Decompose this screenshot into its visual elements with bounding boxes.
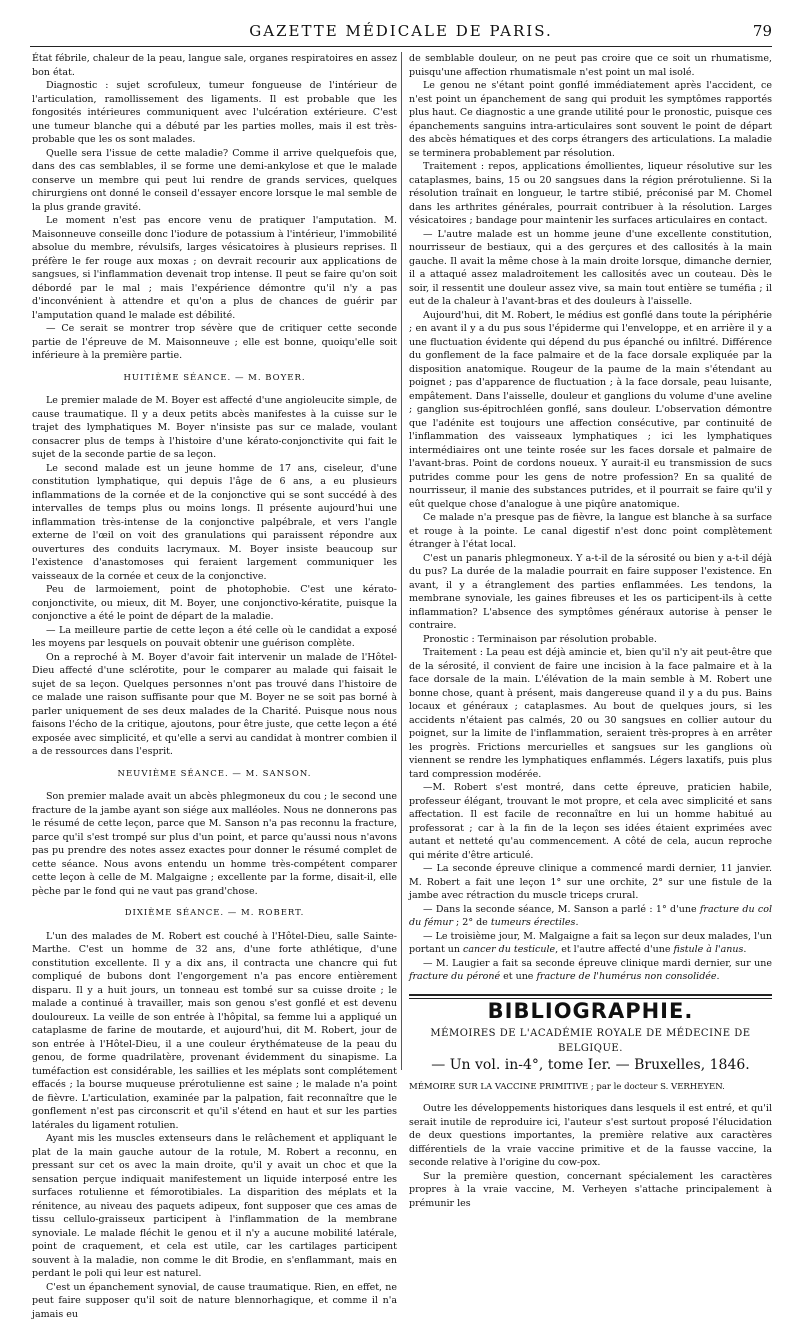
paragraph: Diagnostic : sujet scrofuleux, tumeur fongueuse de l'intérieur de l'articulation, ramollissement des ligaments. Il est probable que les fongosités intérieures communiquent avec l'ulcération extérieure. C'est une tumeur blanche qui a débuté par les parties molles, mais il est très-probable que les os sont malades. <box>32 79 397 147</box>
paragraph: — Ce serait se montrer trop sévère que de critiquer cette seconde partie de l'épreuve de M. Maisonneuve ; elle est bonne, quoiqu'elle soit inférieure à la première partie. <box>32 322 397 363</box>
paragraph: Ayant mis les muscles extenseurs dans le relâchement et appliquant le plat de la main gauche autour de la rotule, M. Robert a reconnu, en pressant sur cet os avec la main droite, qu'il y avait un choc et que la sensation perçue indiquait manifestement un liquide interposé entre les surfaces rotulienne et fémorotibiales. La disparition des méplats et la rénitence, au niveau des paquets adipeux, font supposer que ces amas de tissu cellulo-graisseux participent à l'inflammation de la membrane synoviale. Le malade fléchit le genou et il n'y a aucune mobilité latérale, point de craquement, et cela est utile, car les cartilages participent souvent à la maladie, non comme le dit Brodie, en s'enflammant, mais en perdant le poli qui leur est naturel. <box>32 1132 397 1281</box>
paragraph: État fébrile, chaleur de la peau, langue sale, organes respiratoires en assez bon état. <box>32 52 397 79</box>
text-run: . <box>575 917 578 928</box>
volume-line: — Un vol. in-4°, tome Ier. — Bruxelles, 1846. <box>409 1059 772 1073</box>
text-run: — Dans la seconde séance, M. Sanson a parlé : 1° d'une <box>423 904 700 915</box>
memoires-heading: MÉMOIRES DE L'ACADÉMIE ROYALE DE MÉDECINE DE BELGIQUE. <box>409 1026 772 1056</box>
paragraph: Traitement : La peau est déjà amincie et, bien qu'il n'y ait peut-être que de la sérosité, il convient de faire une incision à la face palmaire et à la face dorsale de la main. L'élévation de la main semble à M. Robert une bonne chose, quant à présent, mais dangereuse quand il y a du pus. Bains locaux et généraux ; cataplasmes. Au bout de quelques jours, si les accidents n'étaient pas calmés, 20 ou 30 sangsues en collier autour du poignet, sur la limite de l'inflammation, seraient très-propres à en arrêter les progrès. Frictions mercurielles et sangsues sur les ganglions où viennent se rendre les lymphatiques enflammés. Légers laxatifs, puis plus tard compression modérée. <box>409 646 772 781</box>
section-heading: NEUVIÈME SÉANCE. — M. SANSON. <box>32 768 397 782</box>
paragraph: de semblable douleur, on ne peut pas croire que ce soit un rhumatisme, puisqu'une affection rhumatismale n'est point un mal isolé. <box>409 52 772 79</box>
paragraph: Ce malade n'a presque pas de fièvre, la langue est blanche à sa surface et rouge à la pointe. Le canal digestif n'est donc point complètement étranger à l'état local. <box>409 511 772 552</box>
paragraph: Son premier malade avait un abcès phlegmoneux du cou ; le second une fracture de la jambe ayant son siége aux malléoles. Nous ne donnerons pas le résumé de cette leçon, parce que M. Sanson n'a pas reconnu la fracture, parce qu'il s'est trompé sur plus d'un point, et parce qu'aussi nous n'avons pas pu prendre des notes assez exactes pour donner le résumé complet de cette séance. Nous avons entendu un homme très-compétent comparer cette leçon à celle de M. Malgaigne ; excellente par la forme, disait-il, elle pèche par le fond qui ne vaut pas grand'chose. <box>32 790 397 898</box>
text-run: . <box>743 944 746 955</box>
text-run: — M. Laugier a fait sa seconde épreuve clinique mardi dernier, sur une <box>423 958 772 969</box>
italic-term: fracture du col du fémur <box>409 904 772 929</box>
paragraph: On a reproché à M. Boyer d'avoir fait intervenir un malade de l'Hôtel-Dieu affecté d'une sclérotite, pour le comparer au malade qui faisait le sujet de sa leçon. Quelques personnes n'ont pas trouvé dans l'histoire de ce malade une raison suffisante pour que M. Boyer ne se soit pas borné à parler uniquement de ses deux malades de la Charité. Puisque nous nous faisons l'écho de la critique, ajoutons, pour être juste, que cette leçon a été exposée avec simplicité, et qu'elle a servi au candidat à montrer combien il a de ressources dans l'esprit. <box>32 651 397 759</box>
paragraph: — L'autre malade est un homme jeune d'une excellente constitution, nourrisseur de bestiaux, qui a des gerçures et des callosités à la main gauche. Il avait la même chose à la main droite lorsque, dimanche dernier, il a attaqué assez maladroitement les callosités avec un couteau. Dès le soir, il ressentit une douleur assez vive, sa main tout entière se tuméfia ; il eut de la chaleur à l'avant-bras et des douleurs à l'aisselle. <box>409 228 772 309</box>
paragraph: Pronostic : Terminaison par résolution probable. <box>409 633 772 647</box>
paragraph: Le genou ne s'étant point gonflé immédiatement après l'accident, ce n'est point un épanchement de sang qui produit les symptômes rapportés plus haut. Ce diagnostic a une grande utilité pour le pronostic, puisque ces épanchements sanguins intra-articulaires sont souvent le point de départ des abcès hématiques et des corps étrangers des articulations. La maladie se terminera probablement par résolution. <box>409 79 772 160</box>
text-run: et une <box>500 971 536 982</box>
section-rule <box>409 994 772 996</box>
section-heading: HUITIÈME SÉANCE. — M. BOYER. <box>32 372 397 386</box>
paragraph: Le premier malade de M. Boyer est affecté d'une angioleucite simple, de cause traumatique. Il y a deux petits abcès manifestes à la cuisse sur le trajet des lymphatiques M. Boyer n'insiste pas sur ce malade, voulant consacrer plus de temps à l'histoire d'une kérato-conjonctivite qui fait le sujet de la seconde partie de sa leçon. <box>32 394 397 462</box>
italic-term: fistule à l'anus <box>673 944 743 955</box>
paragraph: —M. Robert s'est montré, dans cette épreuve, praticien habile, professeur élégant, trouvant le mot propre, et cela avec simplicité et sans affectation. Il est facile de reconnaître en lui un homme habitué au professorat ; car à la fin de la leçon ses idées étaient exprimées avec autant et netteté qu'au commencement. A côté de cela, aucun reproche qui mérite d'être articulé. <box>409 781 772 862</box>
paragraph: Aujourd'hui, dit M. Robert, le médius est gonflé dans toute la périphérie ; en avant il y a du pus sous l'épiderme qui l'enveloppe, et en arrière il y a une fluctuation évidente qui dépend du pus épanché ou infiltré. Différence du gonflement de la face palmaire et de la face dorsale expliquée par la disposition anatomique. Rougeur de la paume de la main s'étendant au poignet ; pas d'apparence de fluctuation ; à la face dorsale, peau luisante, empâtement. Dans l'aisselle, douleur et ganglions du volume d'une aveline ; ganglion sus-épitrochléen gonflé, sans douleur. L'observation démontre que l'adénite est toujours une affection consécutive, par continuité de l'inflammation des vaisseaux lymphatiques ; ici les lymphatiques intermédiaires ont une teinte rosée sur les faces dorsale et palmaire de l'avant-bras. Point de cordons noueux. Y aurait-il eu transmission de sucs putrides comme pour les gens de notre profession? En sa qualité de nourrisseur, il manie des substances putrides, et il pourrait se faire qu'il y eût quelque chose d'analogue à une piqûre anatomique. <box>409 309 772 512</box>
header-rule <box>30 46 772 47</box>
italic-term: fracture du péroné <box>409 971 500 982</box>
paragraph <box>409 957 772 984</box>
section-heading: DIXIÈME SÉANCE. — M. ROBERT. <box>32 907 397 921</box>
article-title: MÉMOIRE SUR LA VACCINE PRIMITIVE ; par le docteur S. VERHEYEN. <box>409 1081 772 1095</box>
paragraph: L'un des malades de M. Robert est couché à l'Hôtel-Dieu, salle Sainte-Marthe. C'est un homme de 32 ans, d'une forte athlétique, d'une constitution excellente. Il y a dix ans, il contracta une chancre qui fut compliqué de bubons dont l'engorgement n'a pas encore entièrement disparu. Il y a huit jours, un tonneau est tombé sur sa cuisse droite ; le malade a continué à travailler, mais son genou s'est gonflé et est devenu douloureux. La veille de son entrée à l'hôpital, sa femme lui a appliqué un cataplasme de farine de moutarde, et aujourd'hui, dit M. Robert, jour de son entrée à l'Hôtel-Dieu, il a une couleur érythémateuse de la peau du genou, de forme quadrilatère, provenant évidemment du sinapisme. La tuméfaction est considérable, les saillies et les méplats sont complétement effacés ; la bourse muqueuse prérotulienne est saine ; le malade n'a point de fièvre. L'articulation, examinée par la palpation, fait reconnaître que le gonflement n'est pas circonscrit et qu'il s'étend en haut et sur les parties latérales du ligament rotulien. <box>32 930 397 1133</box>
italic-term: fracture de l'humérus non consolidée <box>536 971 716 982</box>
bibliographie-heading: BIBLIOGRAPHIE. <box>409 1005 772 1019</box>
text-run: ; 2° de <box>453 917 491 928</box>
page-number: 79 <box>753 22 772 40</box>
paragraph: Le moment n'est pas encore venu de pratiquer l'amputation. M. Maisonneuve conseille donc l'iodure de potassium à l'intérieur, l'immobilité absolue du membre, révulsifs, larges vésicatoires à plusieurs reprises. Il préfère le fer rouge aux moxas ; on devrait recourir aux applications de sangsues, si l'inflammation devenait trop intense. Il peut se faire qu'on soit débordé par le mal ; mais l'expérience démontre qu'il n'y a pas d'inconvénient à attendre et qu'on a plus de chances de guérir par l'amputation quand le malade est débilité. <box>32 214 397 322</box>
paragraph <box>409 903 772 930</box>
text-run: — Le troisième jour, M. Malgaigne a fait sa leçon sur deux malades, l'un portant un <box>409 931 772 956</box>
paragraph: Le second malade est un jeune homme de 17 ans, ciseleur, d'une constitution lymphatique, qui depuis l'âge de 6 ans, a eu plusieurs inflammations de la cornée et de la conjonctive qui se sont succédé à des intervalles de temps plus ou moins longs. Il présente aujourd'hui une inflammation très-intense de la conjonctive palpébrale, et vers l'angle externe de l'œil on voit des granulations qui paraissent répondre aux ouvertures des conduits lacrymaux. M. Boyer insiste beaucoup sur l'existence d'anastomoses qui feraient largement communiquer les vaisseaux de la cornée et ceux de la conjonctive. <box>32 462 397 584</box>
text-run: . <box>717 971 720 982</box>
journal-title: GAZETTE MÉDICALE DE PARIS. <box>30 22 772 40</box>
paragraph: Peu de larmoiement, point de photophobie. C'est une kérato-conjonctivite, ou mieux, dit M. Boyer, une conjonctivo-kératite, puisque la conjonctive a été le point de départ de la maladie. <box>32 583 397 624</box>
paragraph: Traitement : repos, applications émollientes, liqueur résolutive sur les cataplasmes, bains, 15 ou 20 sangsues dans la région prérotulienne. Si la résolution traînait en longueur, le tartre stibié, préconisé par M. Chomel dans les arthrites générales, pourrait contribuer à la résolution. Larges vésicatoires ; bandage pour maintenir les surfaces articulaires en contact. <box>409 160 772 228</box>
paragraph: Outre les développements historiques dans lesquels il est entré, et qu'il serait inutile de reproduire ici, l'auteur s'est surtout proposé l'élucidation de deux questions importantes, la première relative aux caractères différentiels de la vraie vaccine primitive et de la fausse vaccine, la seconde relative à l'origine du cow-pox. <box>409 1102 772 1170</box>
paragraph: Sur la première question, concernant spécialement les caractères propres à la vraie vaccine, M. Verheyen s'attache principalement à prémunir les <box>409 1170 772 1211</box>
text-run: , et l'autre affecté d'une <box>555 944 673 955</box>
italic-term: tumeurs érectiles <box>491 917 576 928</box>
left-column <box>32 52 397 1070</box>
paragraph: Quelle sera l'issue de cette maladie? Comme il arrive quelquefois que, dans des cas semblables, il se forme une demi-ankylose et que le malade conserve un membre qui peut lui rendre de grands services, quelques chirurgiens ont donné le conseil d'essayer encore lorsque le mal semble de la plus grande gravité. <box>32 147 397 215</box>
paragraph: — La seconde épreuve clinique a commencé mardi dernier, 11 janvier. M. Robert a fait une leçon 1° sur une orchite, 2° sur une fistule de la jambe avec rétraction du muscle triceps crural. <box>409 862 772 903</box>
right-column <box>409 52 772 1070</box>
paragraph: — La meilleure partie de cette leçon a été celle où le candidat a exposé les moyens par lesquels on pouvait obtenir une guérison complète. <box>32 624 397 651</box>
paragraph: C'est un panaris phlegmoneux. Y a-t-il de la sérosité ou bien y a-t-il déjà du pus? La durée de la maladie pourrait en faire supposer l'existence. En avant, il y a étranglement des parties enflammées. Les tendons, la membrane synoviale, les gaines fibreuses et les os participent-ils à cette inflammation? L'absence des symptômes généraux autorise à penser le contraire. <box>409 552 772 633</box>
page-header <box>30 16 772 50</box>
paragraph: C'est un épanchement synovial, de cause traumatique. Rien, en effet, ne peut faire supposer qu'il soit de nature blennorhagique, et comme il n'a jamais eu <box>32 1281 397 1321</box>
paragraph <box>409 930 772 957</box>
column-divider <box>401 52 402 1070</box>
italic-term: cancer du testicule <box>463 944 555 955</box>
